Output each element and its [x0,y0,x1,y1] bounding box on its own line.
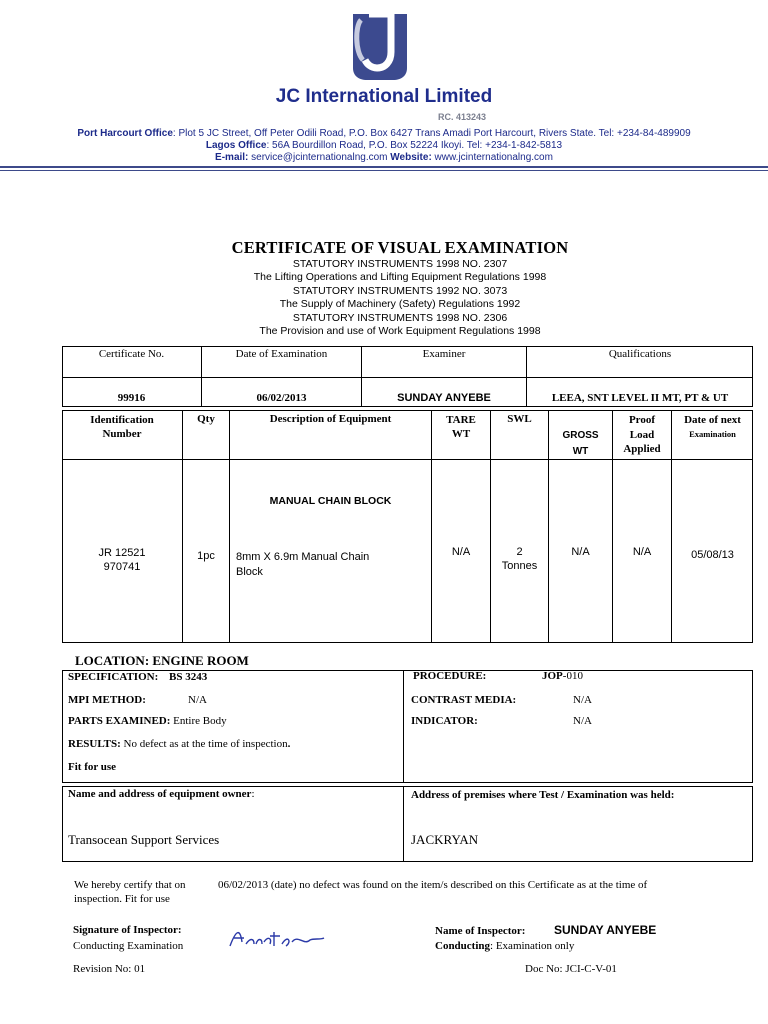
port-harcourt-address: : Plot 5 JC Street, Off Peter Odili Road, P.O. Box 6427 Trans Amadi Port Harcourt, Rivers State. Tel: +234-84-489909 [172,128,691,139]
swl-value-line1: 2 [516,546,523,558]
lagos-label: Lagos Office [205,140,267,151]
owner-value: Transocean Support Services [68,832,220,847]
inspector-label: Name of Inspector: [435,925,526,937]
parts-row [68,715,227,727]
equip-col-line [182,410,183,643]
id-number-header [62,413,182,441]
procedure-value [542,670,583,682]
cert-no-header: Certificate No. [98,348,165,360]
contact-line [0,152,768,164]
gross-wt-header [549,428,612,460]
statutory-line: The Supply of Machinery (Safety) Regulations 1992 [279,298,521,310]
qualifications-header: Qualifications [608,348,672,360]
qualifications-value: LEEA, SNT LEVEL II MT, PT & UT [551,392,729,404]
website-value[interactable]: www.jcinternationalng.com [431,152,553,163]
premises-label: Address of premises where Test / Examination was held: [411,789,675,801]
statement-body: 06/02/2013 (date) no defect was found on the item/s described on this Certificate as at the time of [218,879,648,891]
email-label: E-mail: [215,152,249,163]
results-period: . [287,738,291,750]
equip-col-line [671,410,672,643]
equip-col-line [431,410,432,643]
tare-value: N/A [451,546,471,558]
statutory-line: STATUTORY INSTRUMENTS 1998 NO. 2307 [292,258,508,270]
website-label: Website: [390,152,432,163]
cert-no-value: 99916 [117,392,146,404]
procedure-number: -010 [562,670,583,682]
header-divider-thin [0,170,768,171]
contrast-value: N/A [573,694,592,706]
swl-value [491,545,548,573]
next-exam-header [672,413,753,441]
statement-end: inspection. Fit for use [74,893,170,905]
indicator-label: INDICATOR: [411,715,478,727]
owner-colon: : [251,788,255,800]
swl-value-line2: Tonnes [501,560,538,572]
exam-date-header: Date of Examination [235,348,328,360]
indicator-value: N/A [573,715,592,727]
statutory-line: STATUTORY INSTRUMENTS 1992 NO. 3073 [292,285,508,297]
next-header-line1: Date of next [684,414,741,426]
id-value-line2: 970741 [103,561,141,573]
next-header-line2: Examination [689,429,736,439]
desc-line2: Block [236,565,263,578]
company-logo [345,12,415,82]
procedure-label: PROCEDURE: [413,670,487,682]
parts-value: Entire Body [170,715,227,727]
address-port-harcourt [0,128,768,140]
statutory-line: The Provision and use of Work Equipment Regulations 1998 [259,325,541,337]
specs-col-line [403,670,404,783]
specification-value: BS 3243 [169,671,208,683]
port-harcourt-label: Port Harcourt Office [77,128,173,139]
parts-label: PARTS EXAMINED: [68,715,171,727]
tare-wt-header [432,413,490,441]
conducting-label: Conducting [435,940,491,952]
results-row [68,738,290,750]
swl-header: SWL [507,413,532,425]
conducting-row [435,940,574,952]
exam-date-value: 06/02/2013 [256,392,307,404]
statutory-line: The Lifting Operations and Lifting Equipment Regulations 1998 [253,271,547,283]
inspector-value: SUNDAY ANYEBE [554,923,657,937]
statutory-line: STATUTORY INSTRUMENTS 1998 NO. 2306 [292,312,508,324]
id-header-line1: Identification [90,414,154,426]
gross-header-line2: WT [572,446,589,457]
premises-value: JACKRYAN [411,832,479,847]
equip-col-line [490,410,491,643]
mpi-label: MPI METHOD: [68,694,146,706]
description-header: Description of Equipment [269,413,392,425]
revision-number: Revision No: 01 [73,963,146,975]
examiner-value: SUNDAY ANYEBE [397,392,491,404]
conducting-value: : Examination only [490,940,575,952]
qty-value: 1pc [197,550,215,562]
contrast-label: CONTRAST MEDIA: [411,694,517,706]
company-name: JC International Limited [275,86,493,107]
signature-sub: Conducting Examination [73,940,184,952]
mpi-value: N/A [188,694,207,706]
fit-for-use-label: Fit for use [68,761,117,773]
statement-lead: We hereby certify that on [74,879,186,891]
proof-header-line1: Proof [628,414,656,426]
equipment-title: MANUAL CHAIN BLOCK [269,495,392,507]
email-value[interactable]: service@jcinternationalng.com [248,152,391,163]
certificate-title: CERTIFICATE OF VISUAL EXAMINATION [231,238,569,257]
id-number-value [62,546,182,574]
specification-row [68,671,207,683]
location: LOCATION: ENGINE ROOM [75,653,249,668]
tare-header-line1: TARE [446,414,476,426]
address-lagos [0,140,768,152]
results-value: No defect as at the time of inspection [120,738,288,750]
id-header-line2: Number [102,428,142,440]
owner-col-line [403,786,404,862]
header-divider [0,166,768,168]
info-table-divider [62,377,753,378]
lagos-address: : 56A Bourdillon Road, P.O. Box 52224 Ikoyi. Tel: +234-1-842-5813 [266,140,563,151]
gross-header-line1: GROSS [562,430,599,441]
equip-col-line [229,410,230,643]
procedure-code: JOP [542,670,563,682]
id-value-line1: JR 12521 [98,547,146,559]
gross-value: N/A [571,546,590,558]
desc-line1: 8mm X 6.9m Manual Chain [236,551,370,563]
owner-label-row [68,788,255,800]
next-exam-value: 05/08/13 [691,549,734,561]
qty-header: Qty [197,413,215,425]
owner-label: Name and address of equipment owner [68,788,252,800]
results-label: RESULTS: [68,738,121,750]
inspector-signature [228,924,328,954]
rc-number: RC. 413243 [438,112,487,122]
proof-header-line3: Applied [623,443,661,455]
proof-header-line2: Load [629,428,655,441]
examiner-header: Examiner [422,348,466,360]
proof-load-header [613,413,671,457]
equipment-description [236,550,431,579]
proof-value: N/A [632,546,652,558]
equipment-header-divider [62,459,753,460]
doc-number: Doc No: JCI-C-V-01 [525,963,617,975]
signature-label: Signature of Inspector: [73,924,182,936]
specification-label: SPECIFICATION: [68,671,159,683]
tare-header-line2: WT [451,428,471,440]
